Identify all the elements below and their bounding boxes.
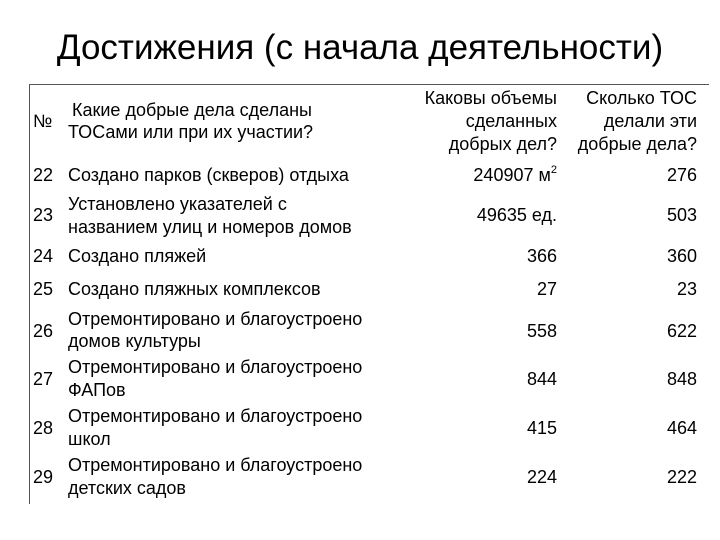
row-description-line2: детских садов [68, 478, 186, 498]
row-volume: 558 [526, 321, 557, 341]
row-count: 503 [666, 205, 697, 225]
row-description: Создано пляжных комплексов [68, 279, 321, 299]
row-count: 23 [676, 279, 697, 299]
row-count: 276 [666, 165, 697, 185]
row-number: 28 [33, 418, 54, 438]
row-number: 26 [33, 321, 54, 341]
row-volume-unit-sup: 2 [550, 164, 557, 176]
row-number: 23 [33, 205, 54, 225]
row-volume [473, 164, 557, 187]
row-number: 22 [33, 165, 54, 185]
row-description-line2: названием улиц и номеров домов [68, 217, 352, 237]
header-volume-line1: Каковы объемы [424, 88, 557, 108]
row-count: 464 [666, 418, 697, 438]
row-volume: 27 [536, 279, 557, 299]
row-volume: 49635 ед. [476, 205, 557, 225]
row-volume: 366 [526, 246, 557, 266]
row-description-line1: Отремонтировано и благоустроено [68, 309, 363, 329]
row-description: Создано парков (скверов) отдыха [68, 165, 349, 185]
row-description-line2: школ [68, 429, 111, 449]
row-number: 24 [33, 246, 54, 266]
row-description-line1: Отремонтировано и благоустроено [68, 406, 363, 426]
row-description-line1: Отремонтировано и благоустроено [68, 455, 363, 475]
header-num: № [33, 111, 53, 131]
table-top-border [29, 84, 709, 85]
row-count: 848 [666, 369, 697, 389]
row-count: 222 [666, 467, 697, 487]
row-number: 25 [33, 279, 54, 299]
row-volume-value: 240907 м [473, 165, 551, 185]
row-volume: 415 [526, 418, 557, 438]
header-count-line2: делали эти [603, 111, 697, 131]
header-what-line1: Какие добрые дела сделаны [72, 100, 312, 120]
header-what-line2: ТОСами или при их участии? [68, 122, 314, 142]
slide-title: Достижения (с начала деятельности) [56, 28, 664, 67]
row-description-line1: Отремонтировано и благоустроено [68, 357, 363, 377]
header-count-line3: добрые дела? [577, 134, 697, 154]
row-count: 622 [666, 321, 697, 341]
row-description-line2: домов культуры [68, 331, 201, 351]
row-count: 360 [666, 246, 697, 266]
row-description: Создано пляжей [68, 246, 207, 266]
header-volume-line3: добрых дел? [448, 134, 557, 154]
header-count-line1: Сколько ТОС [586, 88, 697, 108]
header-volume-line2: сделанных [465, 111, 557, 131]
row-volume: 844 [526, 369, 557, 389]
row-description-line2: ФАПов [68, 380, 126, 400]
row-description-line1: Установлено указателей с [68, 194, 287, 214]
table-left-border [29, 84, 30, 504]
row-number: 29 [33, 467, 54, 487]
row-number: 27 [33, 369, 54, 389]
row-volume: 224 [526, 467, 557, 487]
